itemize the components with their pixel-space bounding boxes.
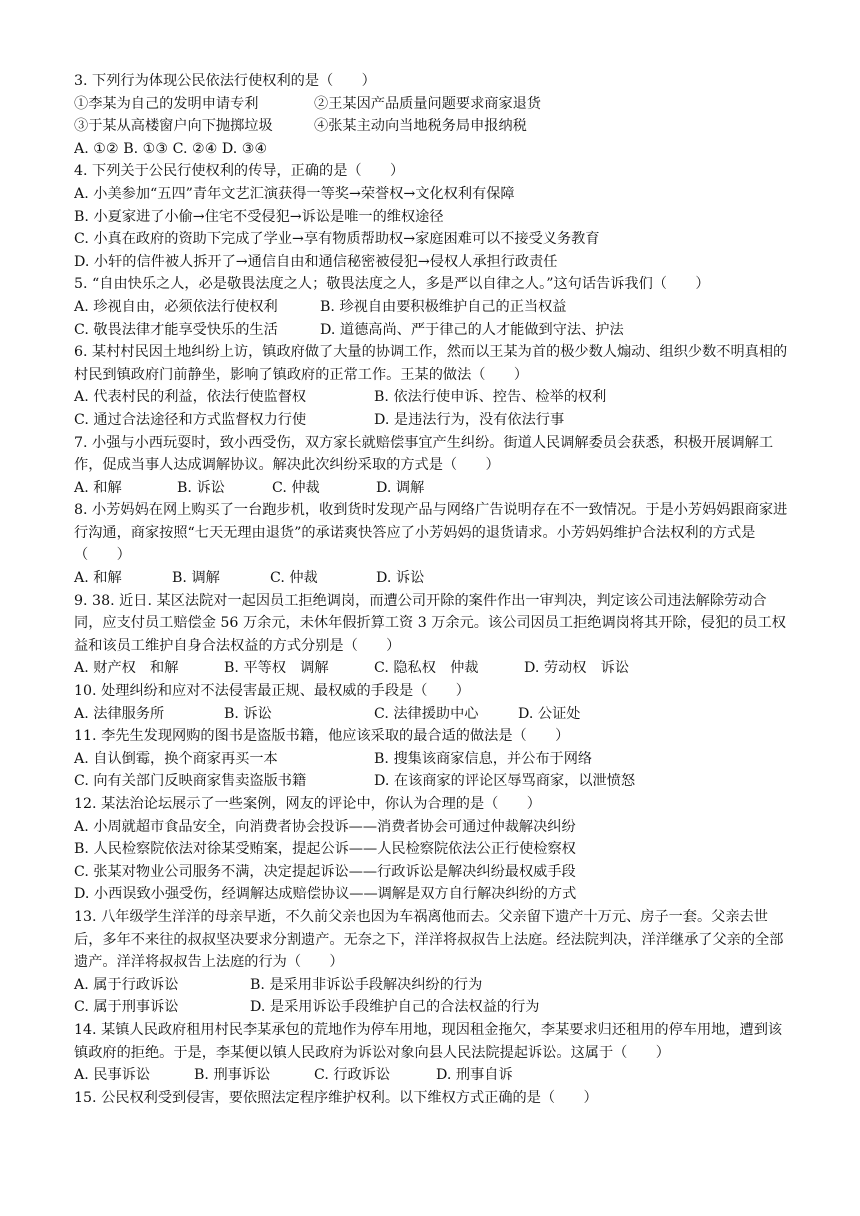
question-14-options	[74, 1064, 794, 1087]
question-3-stem: 3. 下列行为体现公民依法行使权利的是（ ）	[74, 73, 376, 89]
question-4-option-b: B. 小夏家进了小偷→住宅不受侵犯→诉讼是唯一的维权途径	[74, 208, 444, 225]
question-14-option-d: D. 刑事自诉	[436, 1067, 513, 1084]
question-11-option-c: C. 向有关部门反映商家售卖盗版书籍	[74, 773, 307, 790]
question-4-option-c: C. 小真在政府的资助下完成了学业→享有物质帮助权→家庭困难可以不接受义务教育	[74, 231, 600, 248]
question-9-stem: 9. 38. 近日. 某区法院对一起因员工拒绝调岗，而遭公司开除的案件作出一审判决，判定该公司违法解除劳动合同，应支付员工赔偿金 56 万余元，未休年假折算工资 3 万余元。该公司因员工拒绝调岗将其开除，侵犯的员工权益和该员工维护自身合法权益的方式分别是（ ）	[74, 592, 786, 654]
question-5-options-row-1	[74, 296, 794, 319]
question-9-option-a: A. 财产权 和解	[74, 660, 179, 677]
question-8-option-b: B. 调解	[172, 570, 220, 587]
question-5-stem: 5. “自由快乐之人，必是敬畏法度之人；敬畏法度之人，多是严以自律之人。”这句话告诉我们（ ）	[74, 276, 710, 293]
question-11-options-row-1	[74, 748, 794, 771]
question-3-items-row-2	[74, 115, 794, 138]
question-13-option-b: B. 是采用非诉讼手段解决纠纷的行为	[250, 976, 483, 993]
question-8-stem: 8. 小芳妈妈在网上购买了一台跑步机，收到货时发现产品与网络广告说明存在不一致情况。于是小芳妈妈跟商家进行沟通，商家按照“七天无理由退货”的承诺爽快答应了小芳妈妈的退货请求。小芳妈妈维护合法权利的方式是（ ）	[74, 502, 788, 564]
question-6-option-d: D. 是违法行为，没有依法行事	[374, 411, 565, 428]
question-6-option-b: B. 依法行使申诉、控告、检举的权利	[374, 389, 607, 406]
question-4-option-a: A. 小美参加“五四”青年文艺汇演获得一等奖→荣誉权→文化权利有保障	[74, 185, 515, 202]
question-3-item-3: ③于某从高楼窗户向下抛掷垃圾	[74, 118, 273, 135]
question-9-options	[74, 657, 794, 680]
question-3-options: A. ①② B. ①③ C. ②④ D. ③④	[74, 140, 268, 157]
question-7-options	[74, 477, 794, 500]
question-12-option-c: C. 张某对物业公司服务不满，决定提起诉讼——行政诉讼是解决纠纷最权威手段	[74, 863, 576, 880]
question-10-option-b: B. 诉讼	[224, 705, 272, 722]
question-14-option-a: A. 民事诉讼	[74, 1067, 151, 1084]
question-12-option-d: D. 小西误致小强受伤，经调解达成赔偿协议——调解是双方自行解决纠纷的方式	[74, 886, 577, 903]
question-7-stem: 7. 小强与小西玩耍时，致小西受伤，双方家长就赔偿事宜产生纠纷。街道人民调解委员会获悉，积极开展调解工作，促成当事人达成调解协议。解决此次纠纷采取的方式是（ ）	[74, 434, 774, 474]
question-8-options	[74, 567, 794, 590]
question-3-items-row-1	[74, 93, 794, 116]
question-4-stem: 4. 下列关于公民行使权利的传导，正确的是（ ）	[74, 163, 405, 180]
exam-page	[74, 70, 794, 1109]
question-10-option-d: D. 公证处	[518, 705, 581, 722]
question-3-item-2: ②王某因产品质量问题要求商家退货	[314, 95, 542, 112]
question-5-option-a: A. 珍视自由，必须依法行使权利	[74, 298, 278, 315]
question-14-stem: 14. 某镇人民政府租用村民李某承包的荒地作为停车用地，现因租金拖欠，李某要求归还租用的停车用地，遭到该镇政府的拒绝。于是，李某便以镇人民政府为诉讼对象向县人民法院提起诉讼。这属于（ ）	[74, 1021, 783, 1061]
question-3-item-1: ①李某为自己的发明申请专利	[74, 95, 259, 112]
question-7-option-b: B. 诉讼	[177, 479, 225, 496]
question-13-options-row-2	[74, 996, 794, 1019]
question-13-options-row-1	[74, 974, 794, 997]
question-12-option-b: B. 人民检察院依法对徐某受贿案，提起公诉——人民检察院依法公正行使检察权	[74, 841, 576, 858]
question-8-option-c: C. 仲裁	[270, 570, 318, 587]
question-10-option-c: C. 法律援助中心	[374, 705, 479, 722]
question-9-option-b: B. 平等权 调解	[224, 660, 329, 677]
question-8-option-a: A. 和解	[74, 570, 122, 587]
question-11-options-row-2	[74, 770, 794, 793]
question-5-option-b: B. 珍视自由要积极维护自己的正当权益	[320, 298, 567, 315]
question-3-item-4: ④张某主动向当地税务局申报纳税	[314, 118, 527, 135]
question-14-option-b: B. 刑事诉讼	[194, 1067, 271, 1084]
question-11-option-b: B. 搜集该商家信息，并公布于网络	[374, 750, 593, 767]
question-6-options-row-1	[74, 386, 794, 409]
question-15-stem: 15. 公民权利受到侵害，要依照法定程序维护权利。以下维权方式正确的是（ ）	[74, 1089, 598, 1106]
question-8-option-d: D. 诉讼	[376, 570, 425, 587]
question-11-stem: 11. 李先生发现网购的图书是盗版书籍，他应该采取的最合适的做法是（ ）	[74, 728, 570, 745]
question-13-option-c: C. 属于刑事诉讼	[74, 999, 179, 1016]
question-9-option-d: D. 劳动权 诉讼	[524, 660, 630, 677]
question-13-option-a: A. 属于行政诉讼	[74, 976, 179, 993]
question-11-option-a: A. 自认倒霉，换个商家再买一本	[74, 750, 278, 767]
question-6-option-c: C. 通过合法途径和方式监督权力行使	[74, 411, 307, 428]
question-14-option-c: C. 行政诉讼	[314, 1067, 391, 1084]
question-13-option-d: D. 是采用诉讼手段维护自己的合法权益的行为	[250, 999, 540, 1016]
question-10-options	[74, 703, 794, 726]
question-5-option-d: D. 道德高尚、严于律己的人才能做到守法、护法	[320, 321, 624, 338]
question-5-option-c: C. 敬畏法律才能享受快乐的生活	[74, 321, 278, 338]
question-6-stem: 6. 某村村民因土地纠纷上访，镇政府做了大量的协调工作，然而以王某为首的极少数人煽动、组织少数不明真相的村民到镇政府门前静坐，影响了镇政府的正常工作。王某的做法（ ）	[74, 344, 788, 383]
question-7-option-c: C. 仲裁	[272, 479, 320, 496]
question-10-stem: 10. 处理纠纷和应对不法侵害最正规、最权威的手段是（ ）	[74, 683, 470, 700]
question-7-option-d: D. 调解	[376, 479, 425, 496]
question-5-options-row-2	[74, 319, 794, 342]
question-9-option-c: C. 隐私权 仲裁	[374, 660, 479, 677]
question-12-option-a: A. 小周就超市食品安全，向消费者协会投诉——消费者协会可通过仲裁解决纠纷	[74, 818, 576, 835]
question-11-option-d: D. 在该商家的评论区辱骂商家，以泄愤怒	[374, 773, 636, 790]
question-13-stem: 13. 八年级学生洋洋的母亲早逝，不久前父亲也因为车祸离他而去。父亲留下遗产十万元、房子一套。父亲去世后，多年不来往的叔叔坚决要求分割遗产。无奈之下，洋洋将叔叔告上法庭。经法院判决，洋洋继承了父亲的全部遗产。洋洋将叔叔告上法庭的行为（ ）	[74, 908, 784, 971]
question-12-stem: 12. 某法治论坛展示了一些案例，网友的评论中，你认为合理的是（ ）	[74, 796, 541, 812]
question-6-option-a: A. 代表村民的利益，依法行使监督权	[74, 389, 307, 406]
question-10-option-a: A. 法律服务所	[74, 705, 165, 722]
question-4-option-d: D. 小轩的信件被人拆开了→通信自由和通信秘密被侵犯→侵权人承担行政责任	[74, 253, 558, 270]
question-6-options-row-2	[74, 409, 794, 432]
question-7-option-a: A. 和解	[74, 479, 122, 496]
